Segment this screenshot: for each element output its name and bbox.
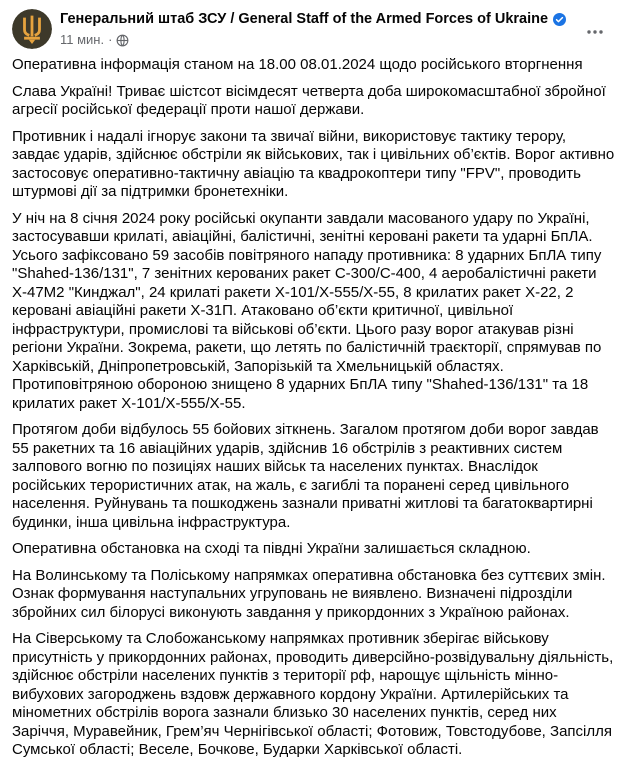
meta-separator: ·: [108, 32, 113, 47]
post-text: [0, 51, 627, 768]
post-paragraph: Оперативна обстановка на сході та півдні України залишається складною.: [12, 540, 531, 557]
post-paragraph: Слава Україні! Триває шістсот вісімдесят четверта доба широкомасштабної збройної агресії російської федерації проти нашої держави.: [12, 82, 606, 118]
header-text-block: [60, 9, 611, 48]
post-paragraph: На Сіверському та Слобожанському напрямках противник зберігає військову присутність у прикордонних районах, проводить диверсійно-розвідувальну діяльність, здійснює обстріли населених пунктів з території рф, нарощує щільність мінно-вибухових загороджень вздовж державного кордону України. Артилерійських та мінометних обстрілів ворога зазнали близько 30 населених пунктів, серед них Заріччя, Муравейник, Грем’яч Чернігівської області; Фотовиж, Товстодубове, Запсілля Сумської області; Веселе, Бочкове, Бударки Харківської області.: [12, 630, 614, 758]
post-paragraph: У ніч на 8 січня 2024 року російські окупанти завдали масованого удару по Україні, застосувавши крилаті, авіаційні, балістичні, зенітні керовані ракети та ударні БпЛА. Усього зафіксовано 59 засобів повітряного нападу противника: 8 ударних БпЛА типу "Shahed-136/131", 7 зенітних керованих ракет С-300/С-400, 4 аеробалістичні ракети Х-47М2 "Кинджал", 24 крилаті ракети Х-101/Х-555/Х-55, 8 крилатих ракет Х-22, 2 керовані авіаційні ракети Х-31П. Атаковано об’єкти критичної, цивільної інфраструктури, промислові та військові об’єкти. Цього разу ворог атакував різні регіони України. Зокрема, ракети, що летять по балістичній траєкторії, спрямував по Харківській, Дніпропетровській, Запорізькій та Хмельницькій областях. Протиповітряною обороною знищено 8 ударних БпЛА типу "Shahed-136/131" та 18 крилатих ракет Х-101/Х-555/Х-55.: [12, 209, 602, 412]
post-header: [0, 0, 627, 51]
verified-badge-icon: [553, 13, 566, 26]
page-name-row: [60, 10, 611, 29]
page-name-link[interactable]: Генеральний штаб ЗСУ / General Staff of the Armed Forces of Ukraine: [60, 11, 549, 27]
ukraine-trident-icon: [12, 9, 52, 49]
post-paragraph: На Волинському та Поліському напрямках оперативна обстановка без суттєвих змін. Ознак формування наступальних угруповань не виявлено. Визначені підрозділи збройних сил білорусі виконують завдання у прикордонних з Україною районах.: [12, 566, 606, 621]
post-paragraph: Протягом доби відбулось 55 бойових зіткнень. Загалом протягом доби ворог завдав 55 ракетних та 16 авіаційних ударів, здійснив 16 обстрілів з реактивних систем залпового вогню по позиціях наших військ та населених пунктах. Внаслідок російських терористичних атак, на жаль, є загиблі та поранені серед цивільного населення. Руйнувань та пошкоджень зазнали приватні житлові та багатоквартирні будинки, інша цивільна інфраструктура.: [12, 421, 599, 531]
post-options-button[interactable]: [579, 16, 611, 48]
post-meta-row: [60, 32, 611, 48]
page-avatar[interactable]: [12, 9, 52, 49]
post-timestamp[interactable]: 11 мин.: [60, 32, 105, 47]
three-dots-icon: [585, 22, 605, 42]
post-paragraph: Оперативна інформація станом на 18.00 08.01.2024 щодо російського вторгнення: [12, 56, 583, 73]
post-paragraph: Противник і надалі ігнорує закони та звичаї війни, використовує тактику терору, завдає ударів, здійснює обстріли як військових, так і цивільних об’єктів. Ворог активно застосовує оперативно-тактичну авіацію та квадрокоптери типу "FPV", проводить штурмові дії за підтримки бронетехніки.: [12, 127, 615, 200]
globe-public-icon: [116, 34, 129, 47]
